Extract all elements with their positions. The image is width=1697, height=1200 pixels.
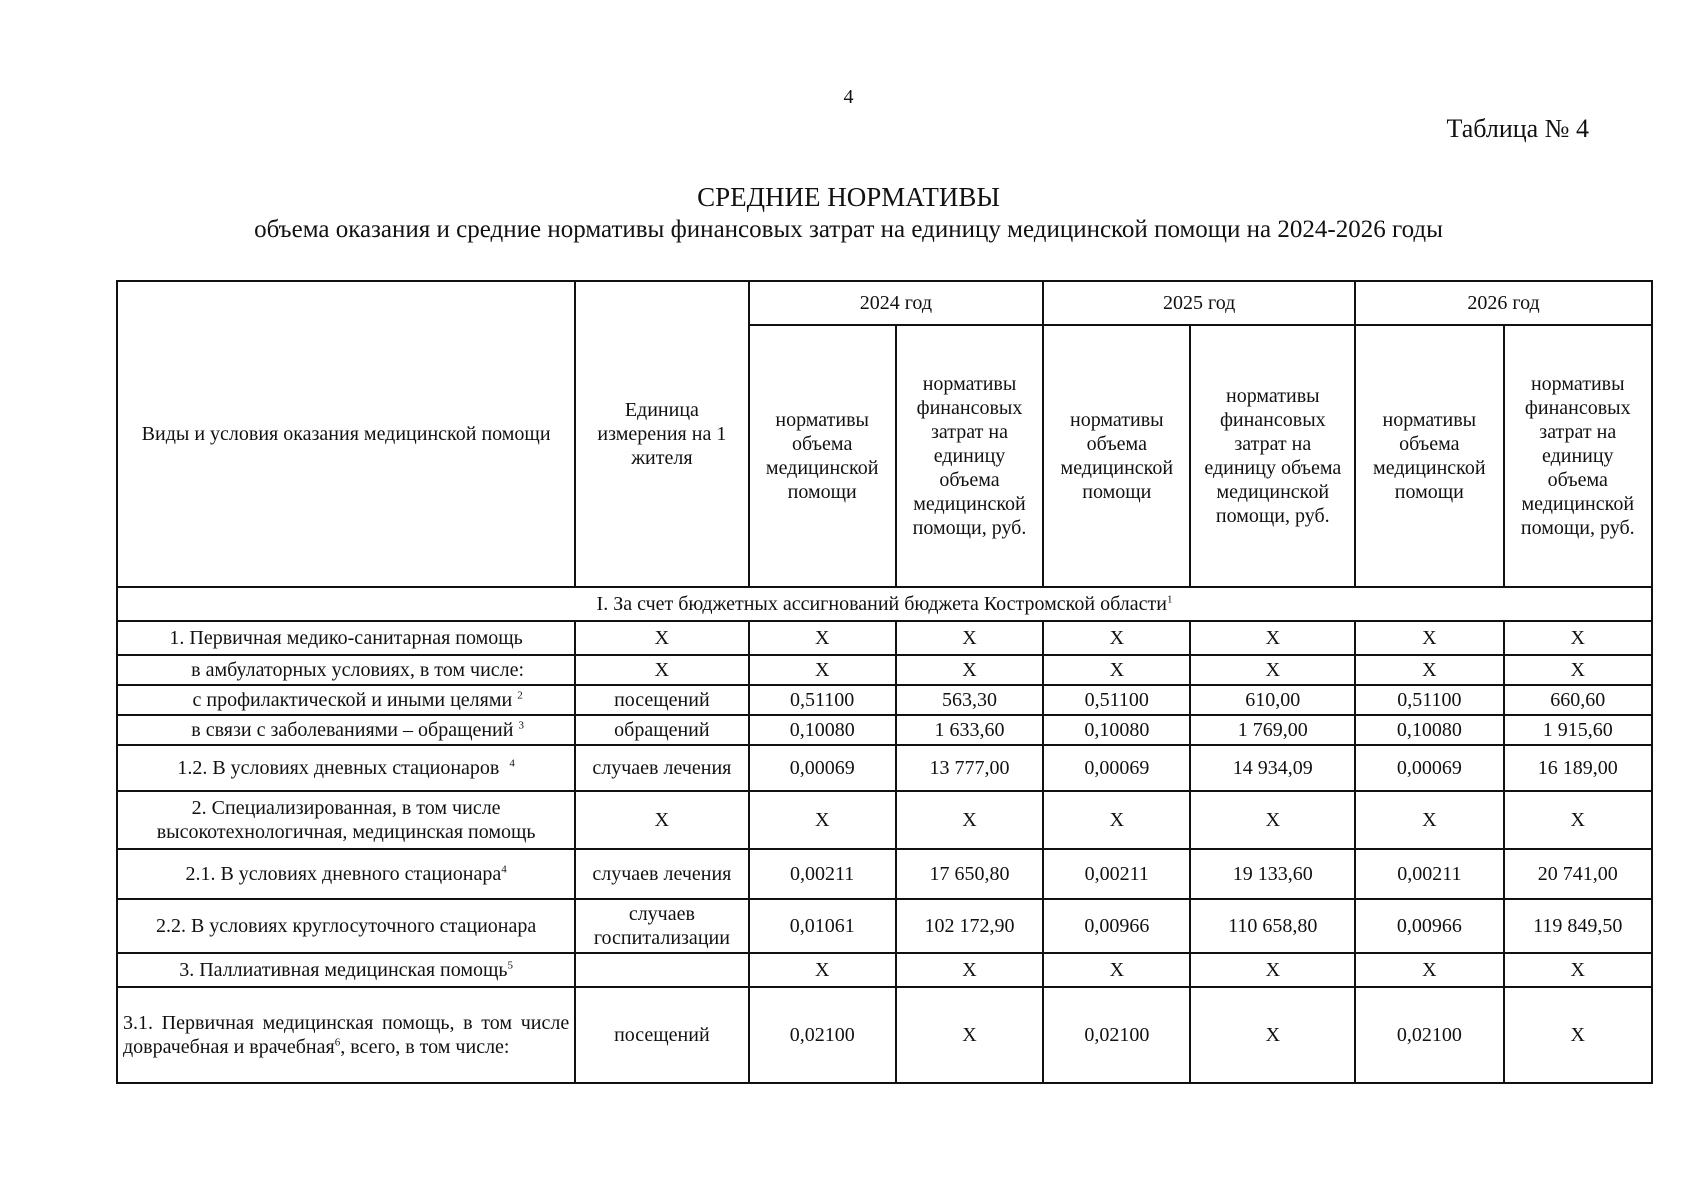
cell-volume-2024: X (749, 953, 896, 987)
row-name (117, 621, 575, 655)
cell-cost-2025: X (1190, 655, 1355, 685)
row-name (117, 953, 575, 987)
cell-volume-2026: 0,00966 (1355, 899, 1503, 953)
cell-volume-2026: 0,10080 (1355, 715, 1503, 745)
row-name-text: 1.2. В условиях дневных стационаров (177, 757, 500, 779)
row-name (117, 685, 575, 715)
cell-cost-2026: 1 915,60 (1504, 715, 1652, 745)
page-number: 4 (843, 86, 854, 108)
row-name-text: с профилактической и иными целями (192, 689, 513, 711)
cell-volume-2025: 0,00966 (1043, 899, 1190, 953)
row-name (117, 987, 575, 1083)
cell-volume-2026: 0,51100 (1355, 685, 1503, 715)
cell-cost-2025: 1 769,00 (1190, 715, 1355, 745)
header-volume-2026: нормативы объема медицинской помощи (1355, 325, 1503, 587)
cell-cost-2024: 13 777,00 (896, 745, 1043, 791)
section-row (117, 587, 1652, 621)
cell-cost-2025: 14 934,09 (1190, 745, 1355, 791)
cell-volume-2026: X (1355, 953, 1503, 987)
cell-cost-2025: X (1190, 987, 1355, 1083)
cell-cost-2026: X (1504, 953, 1652, 987)
table-row (117, 987, 1652, 1083)
cell-volume-2025: 0,00211 (1043, 849, 1190, 899)
row-name (117, 849, 575, 899)
cell-unit: посещений (575, 987, 748, 1083)
cell-volume-2025: 0,51100 (1043, 685, 1190, 715)
cell-cost-2025: X (1190, 953, 1355, 987)
row-name (117, 655, 575, 685)
cell-unit: обращений (575, 715, 748, 745)
header-cost-2024: нормативы финансовых затрат на единицу объема медицинской помощи, руб. (896, 325, 1043, 587)
table-row (117, 685, 1652, 715)
cell-volume-2025: X (1043, 621, 1190, 655)
cell-volume-2026: 0,00211 (1355, 849, 1503, 899)
row-name (117, 899, 575, 953)
cell-cost-2024: 102 172,90 (896, 899, 1043, 953)
cell-volume-2026: 0,00069 (1355, 745, 1503, 791)
cell-cost-2026: X (1504, 655, 1652, 685)
cell-cost-2026: X (1504, 791, 1652, 849)
table-number: Таблица № 4 (1446, 114, 1589, 143)
footnote-mark: 2 (517, 689, 523, 702)
cell-cost-2024: 1 633,60 (896, 715, 1043, 745)
header-unit: Единица измерения на 1 жителя (575, 281, 748, 587)
cell-volume-2026: X (1355, 621, 1503, 655)
row-name-text: 3. Паллиативная медицинская помощь (179, 959, 508, 981)
header-cost-2025: нормативы финансовых затрат на единицу объема медицинской помощи, руб. (1190, 325, 1355, 587)
cell-cost-2026: X (1504, 621, 1652, 655)
section-title-text: I. За счет бюджетных ассигнований бюджета Костромской области (596, 593, 1167, 615)
row-name-text: 2.2. В условиях круглосуточного стационара (155, 915, 537, 937)
cell-unit: посещений (575, 685, 748, 715)
cell-cost-2025: X (1190, 621, 1355, 655)
cell-volume-2026: 0,02100 (1355, 987, 1503, 1083)
row-name-text: 2. Специализированная, в том числе высокотехнологичная, медицинская помощь (156, 797, 536, 843)
cell-volume-2024: 0,00211 (749, 849, 896, 899)
cell-volume-2025: X (1043, 791, 1190, 849)
table-row (117, 715, 1652, 745)
cell-cost-2025: 110 658,80 (1190, 899, 1355, 953)
cell-volume-2024: X (749, 621, 896, 655)
cell-cost-2025: 610,00 (1190, 685, 1355, 715)
document-subtitle: объема оказания и средние нормативы финансовых затрат на единицу медицинской помощи на 2024-2026 годы (254, 216, 1443, 243)
section-title (117, 587, 1652, 621)
footnote-mark: 5 (507, 959, 514, 972)
cell-volume-2024: 0,51100 (749, 685, 896, 715)
header-year-2026: 2026 год (1355, 281, 1652, 325)
cell-cost-2025: 19 133,60 (1190, 849, 1355, 899)
table-row (117, 849, 1652, 899)
row-name-text: 2.1. В условиях дневного стационара (185, 863, 502, 885)
cell-cost-2024: 17 650,80 (896, 849, 1043, 899)
cell-volume-2025: 0,00069 (1043, 745, 1190, 791)
footnote-mark: 4 (501, 863, 507, 876)
cell-cost-2024: X (896, 655, 1043, 685)
cell-unit: X (575, 655, 748, 685)
cell-volume-2025: X (1043, 953, 1190, 987)
norms-table (116, 280, 1653, 1084)
table-row (117, 791, 1652, 849)
row-name-text: в связи с заболеваниями – обращений (191, 719, 514, 741)
cell-volume-2025: 0,02100 (1043, 987, 1190, 1083)
cell-volume-2024: X (749, 791, 896, 849)
table-row (117, 953, 1652, 987)
footnote-mark: 6 (334, 1036, 341, 1049)
table-row (117, 621, 1652, 655)
footnote-mark: 4 (509, 757, 515, 770)
cell-volume-2026: X (1355, 791, 1503, 849)
cell-cost-2026: 20 741,00 (1504, 849, 1652, 899)
cell-unit: случаев лечения (575, 745, 748, 791)
cell-unit: случаев госпитализации (575, 899, 748, 953)
header-volume-2024: нормативы объема медицинской помощи (749, 325, 896, 587)
header-year-2024: 2024 год (749, 281, 1044, 325)
footnote-mark: 1 (1166, 593, 1173, 606)
table-row (117, 899, 1652, 953)
cell-volume-2024: 0,01061 (749, 899, 896, 953)
row-name-text: 1. Первичная медико-санитарная помощь (169, 627, 523, 649)
cell-unit: X (575, 791, 748, 849)
cell-cost-2024: X (896, 987, 1043, 1083)
header-row-years (117, 281, 1652, 325)
cell-cost-2024: X (896, 621, 1043, 655)
cell-volume-2024: 0,00069 (749, 745, 896, 791)
cell-cost-2026: 660,60 (1504, 685, 1652, 715)
cell-cost-2024: X (896, 791, 1043, 849)
cell-cost-2026: 119 849,50 (1504, 899, 1652, 953)
header-cost-2026: нормативы финансовых затрат на единицу объема медицинской помощи, руб. (1504, 325, 1652, 587)
cell-cost-2024: 563,30 (896, 685, 1043, 715)
cell-cost-2024: X (896, 953, 1043, 987)
cell-cost-2025: X (1190, 791, 1355, 849)
cell-volume-2024: X (749, 655, 896, 685)
cell-unit (575, 953, 748, 987)
header-volume-2025: нормативы объема медицинской помощи (1043, 325, 1190, 587)
table-row (117, 745, 1652, 791)
cell-cost-2026: X (1504, 987, 1652, 1083)
footnote-mark: 3 (518, 719, 524, 732)
table-row (117, 655, 1652, 685)
cell-volume-2025: X (1043, 655, 1190, 685)
cell-cost-2026: 16 189,00 (1504, 745, 1652, 791)
row-name-text: в амбулаторных условиях, в том числе: (191, 659, 525, 681)
cell-volume-2024: 0,02100 (749, 987, 896, 1083)
header-type: Виды и условия оказания медицинской помощи (117, 281, 575, 587)
row-name (117, 791, 575, 849)
row-name-text-cont: , всего, в том числе: (340, 1036, 510, 1058)
document-title: СРЕДНИЕ НОРМАТИВЫ (697, 182, 1000, 212)
row-name-text: 3.1. Первичная медицинская помощь, в том числе доврачебная и врачебная (123, 1012, 570, 1058)
header-year-2025: 2025 год (1043, 281, 1355, 325)
row-name (117, 715, 575, 745)
cell-volume-2024: 0,10080 (749, 715, 896, 745)
cell-volume-2025: 0,10080 (1043, 715, 1190, 745)
cell-unit: случаев лечения (575, 849, 748, 899)
cell-unit: X (575, 621, 748, 655)
cell-volume-2026: X (1355, 655, 1503, 685)
row-name (117, 745, 575, 791)
